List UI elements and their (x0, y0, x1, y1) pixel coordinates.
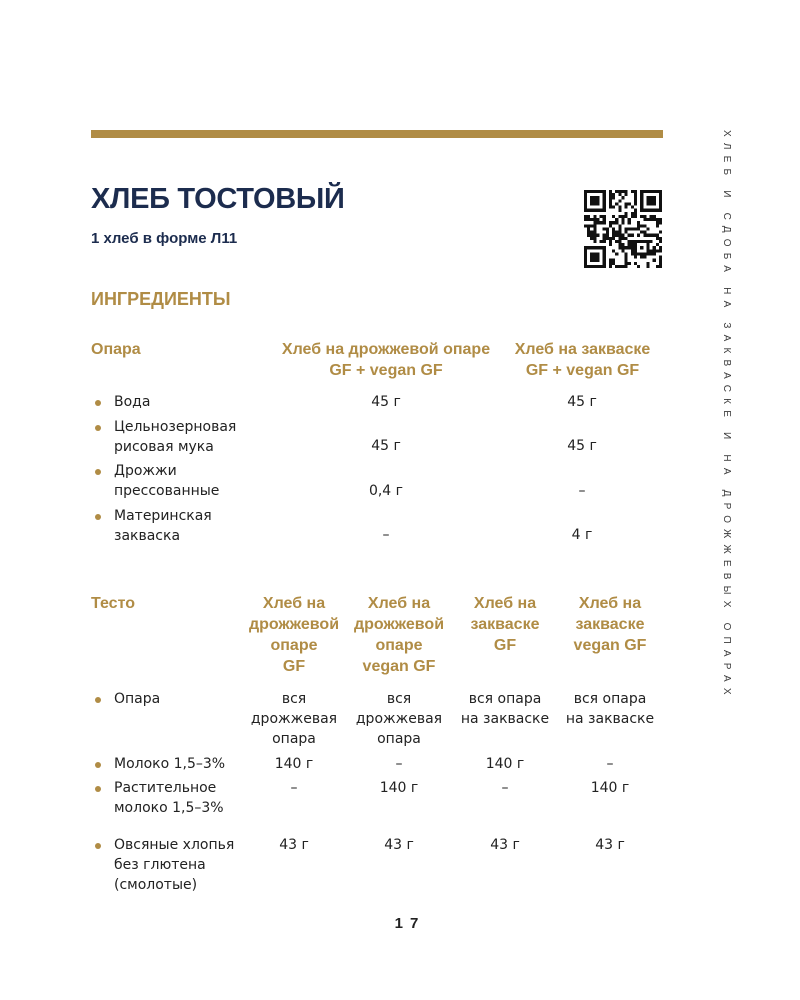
ingredient-value: 43 г (595, 837, 625, 853)
recipe-yield: 1 хлеб в форме Л11 (91, 230, 238, 247)
top-accent-bar (91, 130, 663, 138)
ingredient-value (244, 689, 344, 749)
ingredient-value: 45 г (371, 394, 401, 410)
value-line: опара (272, 731, 316, 747)
ingredient-value: 0,4 г (368, 483, 404, 499)
value-line: опара (377, 731, 421, 747)
ingredient-value: 45 г (567, 394, 597, 410)
ingredient-value: – (382, 527, 390, 543)
ingredient-value: 45 г (371, 438, 401, 454)
ingredient-value: 45 г (567, 438, 597, 454)
ingredient-value: – (501, 780, 509, 796)
ingredient-value: 43 г (490, 837, 520, 853)
header-line: Хлеб на закваске (514, 341, 651, 358)
ingredient-value: 43 г (279, 837, 309, 853)
bullet-icon (95, 514, 101, 520)
value-line: дрожжевая (355, 711, 443, 727)
header-line: закваске (575, 616, 645, 633)
ingredient-value (455, 689, 555, 729)
ingredient-value: 4 г (571, 527, 593, 543)
header-line: vegan GF (362, 658, 436, 675)
header-line: GF (493, 637, 517, 654)
value-line: вся (281, 691, 307, 707)
ingredient-name: Вода (114, 394, 151, 410)
value-line: дрожжевая (250, 711, 338, 727)
testo-col-header (560, 593, 660, 656)
header-line: опаре (270, 637, 318, 654)
value-line: вся опара (468, 691, 542, 707)
bullet-icon (95, 425, 101, 431)
bullet-icon (95, 697, 101, 703)
value-line: на закваске (565, 711, 655, 727)
header-line: Хлеб на (578, 595, 642, 612)
ingredient-name: Материнская закваска (114, 508, 212, 544)
bullet-icon (95, 843, 101, 849)
chapter-side-title: ХЛЕБ И СДОБА НА ЗАКВАСКЕ И НА ДРОЖЖЕВЫХ ОПАРАХ (721, 130, 732, 701)
header-line: GF + vegan GF (525, 362, 640, 379)
ingredient-value: – (606, 756, 614, 772)
header-line: Хлеб на (473, 595, 537, 612)
ingredient-value: 140 г (485, 756, 525, 772)
testo-col-header (455, 593, 555, 656)
ingredient-value: – (578, 483, 586, 499)
header-line: Хлеб на (367, 595, 431, 612)
header-line: vegan GF (573, 637, 647, 654)
opara-col-sourdough-header (500, 339, 665, 381)
bullet-icon (95, 469, 101, 475)
testo-col-header (244, 593, 344, 677)
ingredient-value: 140 г (274, 756, 314, 772)
ingredient-name: Дрожжи прессованные (114, 463, 220, 499)
bullet-icon (95, 786, 101, 792)
opara-heading: Опара (91, 341, 141, 358)
page-number: 17 (394, 915, 426, 932)
ingredient-name: Молоко 1,5–3% (114, 756, 226, 772)
ingredient-value: – (290, 780, 298, 796)
value-line: вся (386, 691, 412, 707)
header-line: закваске (470, 616, 540, 633)
header-line: Хлеб на (262, 595, 326, 612)
ingredients-heading: ИНГРЕДИЕНТЫ (91, 289, 231, 309)
ingredient-name: Цельнозерновая рисовая мука (114, 419, 237, 455)
header-line: дрожжевой (353, 616, 445, 633)
ingredient-name: Овсяные хлопья без глютена (смолотые) (114, 837, 235, 893)
header-line: дрожжевой (248, 616, 340, 633)
header-line: Хлеб на дрожжевой опаре (281, 341, 491, 358)
qr-code-icon[interactable] (584, 190, 662, 268)
value-line: вся опара (573, 691, 647, 707)
ingredient-value: – (395, 756, 403, 772)
opara-col-yeast-header (270, 339, 502, 381)
ingredient-value (560, 689, 660, 729)
ingredient-value: 140 г (379, 780, 419, 796)
value-line: на закваске (460, 711, 550, 727)
ingredient-name: Опара (114, 691, 161, 707)
testo-col-header (349, 593, 449, 677)
ingredient-name: Растительное молоко 1,5–3% (114, 780, 224, 816)
recipe-title: ХЛЕБ ТОСТОВЫЙ (91, 183, 345, 215)
header-line: GF + vegan GF (329, 362, 443, 379)
bullet-icon (95, 762, 101, 768)
bullet-icon (95, 400, 101, 406)
testo-heading: Тесто (91, 595, 135, 612)
header-line: опаре (375, 637, 423, 654)
ingredient-value (349, 689, 449, 749)
ingredient-value: 43 г (384, 837, 414, 853)
ingredient-value: 140 г (590, 780, 630, 796)
header-line: GF (282, 658, 306, 675)
